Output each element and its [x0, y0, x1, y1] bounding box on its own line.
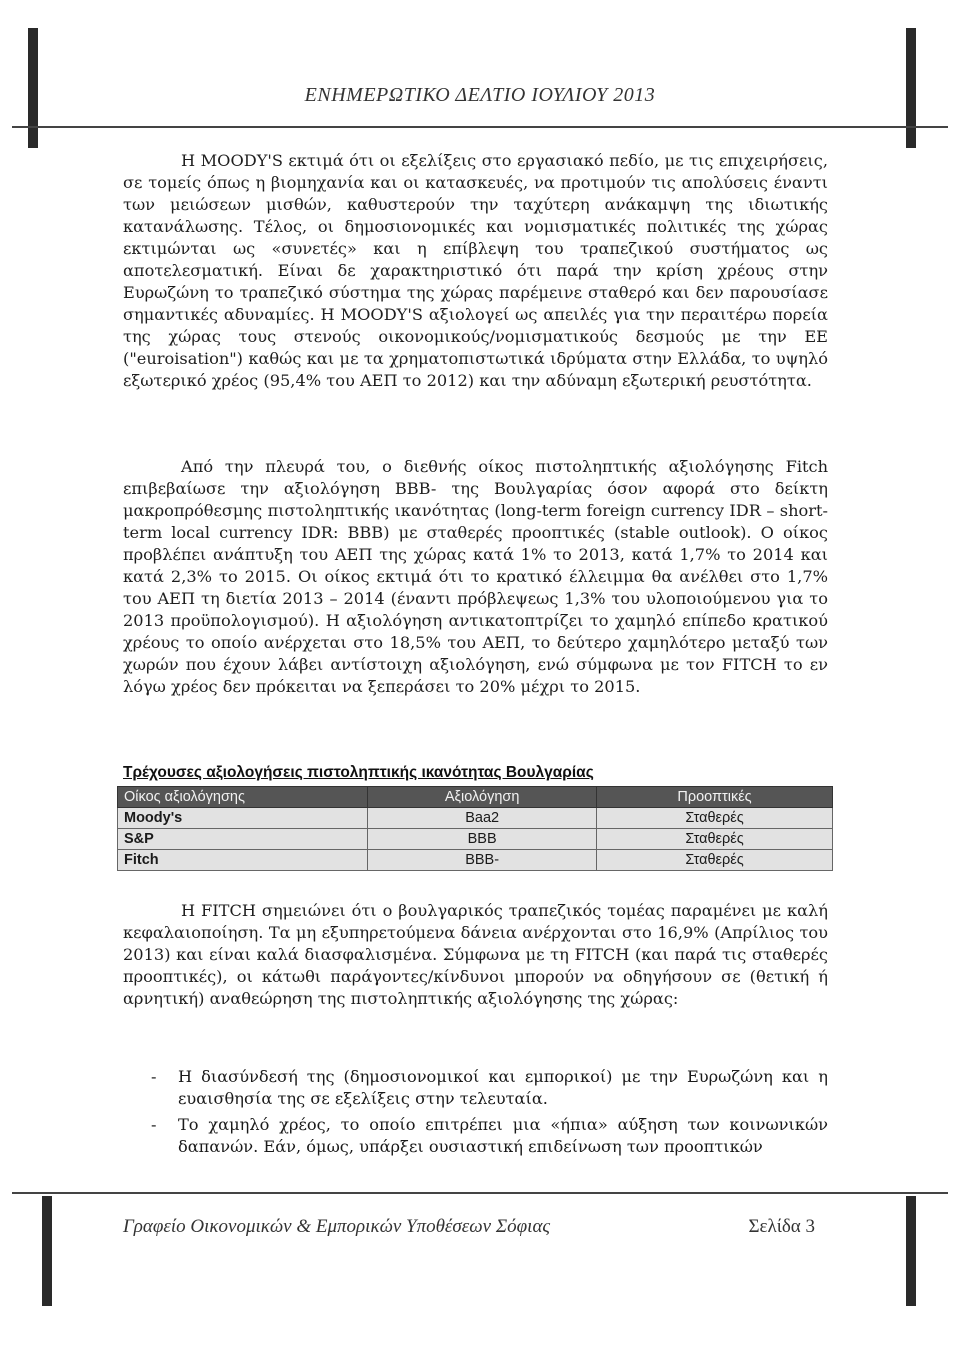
rating-cell: Baa2: [368, 808, 597, 829]
rating-cell: BBB: [368, 829, 597, 850]
table-row: [118, 808, 833, 829]
agency-cell: Fitch: [118, 850, 368, 871]
risk-factor-list: [123, 1066, 828, 1162]
outlook-cell: Σταθερές: [597, 829, 833, 850]
list-item-text: Η διασύνδεσή της (δημοσιονομικοί και εμπορικοί) με την Ευρωζώνη και η ευαισθησία της σε εξελίξεις στην τελευταία.: [178, 1067, 828, 1108]
page-number: Σελίδα 3: [748, 1216, 815, 1237]
paragraph-fitch-banking: Η FITCH σημειώνει ότι ο βουλγαρικός τραπεζικός τομέας παραμένει με καλή κεφαλαιοποίηση. Τα μη εξυπηρετούμενα δάνεια ανέρχονται στο 16,9% (Απρίλιος του 2013) και είναι καλά διασφαλισμένα. Σύμφωνα με τη FITCH (και παρά τις σταθερές προοπτικές), οι κάτωθι παράγοντες/κίνδυνοι μπορούν να οδηγήσουν σε (θετική ή αρνητική) αναθεώρηση της πιστοληπτικής αξιολόγησης της χώρας:: [123, 901, 828, 1008]
column-header-outlook: Προοπτικές: [597, 787, 833, 808]
ratings-table-title: Τρέχουσες αξιολογήσεις πιστοληπτικής ικανότητας Βουλγαρίας: [123, 764, 594, 781]
footer-office-name: Γραφείο Οικονομικών & Εμπορικών Υποθέσεων Σόφιας: [123, 1216, 551, 1237]
column-header-rating: Αξιολόγηση: [368, 787, 597, 808]
outlook-cell: Σταθερές: [597, 808, 833, 829]
table-row: [118, 829, 833, 850]
bullet-dash: -: [151, 1067, 157, 1086]
agency-cell: Moody's: [118, 808, 368, 829]
list-item: [123, 1114, 828, 1158]
table-header-row: [118, 787, 833, 808]
list-item: [123, 1066, 828, 1110]
page-header: ΕΝΗΜΕΡΩΤΙΚΟ ΔΕΛΤΙΟ ΙΟΥΛΙΟΥ 2013: [304, 84, 656, 106]
footer-rule: [12, 1192, 948, 1194]
ratings-table: [117, 786, 833, 871]
list-item-text: Το χαμηλό χρέος, το οποίο επιτρέπει μια «ήπια» αύξηση των κοινωνικών δαπανών. Εάν, όμως, υπάρξει ουσιαστική επιδείνωση των προοπτικών: [178, 1115, 828, 1156]
rating-cell: BBB-: [368, 850, 597, 871]
scan-edge-left-bottom: [42, 1196, 52, 1306]
paragraph-moodys: Η MOODY'S εκτιμά ότι οι εξελίξεις στο εργασιακό πεδίο, με τις επιχειρήσεις, σε τομείς όπως η βιομηχανία και οι κατασκευές, να προτιμούν τις απολύσεις έναντι των μειώσεων μισθών, καθυστερούν την ταχύτερη ανάκαμψη της ιδιωτικής κατανάλωσης. Τέλος, οι δημοσιονομικές και νομισματικές πολιτικές της χώρας εκτιμώνται ως «συνετές» και η επίβλεψη του τραπεζικού συστήματος ως αποτελεσματική. Είναι δε χαρακτηριστικό ότι παρά την κρίση χρέους στην Ευρωζώνη το τραπεζικό σύστημα της χώρας παρέμεινε σταθερό και δεν παρουσίασε σημαντικές αδυναμίες. Η MOODY'S αξιολογεί ως απειλές για την περαιτέρω πορεία της χώρας τους στενούς οικονομικούς/νομισματικούς δεσμούς με την ΕΕ ("euroisation") καθώς και με τα χρηματοπιστωτικά ιδρύματα στην Ελλάδα, το υψηλό εξωτερικό χρέος (95,4% του ΑΕΠ το 2012) και την αδύναμη εξωτερική ρευστότητα.: [123, 151, 828, 390]
column-header-agency: Οίκος αξιολόγησης: [118, 787, 368, 808]
outlook-cell: Σταθερές: [597, 850, 833, 871]
scan-edge-right-bottom: [906, 1196, 916, 1306]
header-rule: [12, 126, 948, 128]
agency-cell: S&P: [118, 829, 368, 850]
paragraph-fitch: Από την πλευρά του, ο διεθνής οίκος πιστοληπτικής αξιολόγησης Fitch επιβεβαίωσε την αξιολόγηση BBB- της Βουλγαρίας όσον αφορά στο δείκτη μακροπρόθεσμης πιστοληπτικής ικανότητας (long-term foreign currency IDR – short-term local currency IDR: BBB) με σταθερές προοπτικές (stable outlook). Ο οίκος προβλέπει ανάπτυξη του ΑΕΠ της χώρας κατά 1% το 2013, κατά 1,7% το 2014 και κατά 2,3% το 2015. Οι οίκος εκτιμά ότι το κρατικό έλλειμμα θα ανέλθει στο 1,7% του ΑΕΠ τη διετία 2013 – 2014 (έναντι πρόβλεψεως 1,3% του υλοποιούμενου για το 2013 προϋπολογισμού). Η αξιολόγηση αντικατοπτρίζει το χαμηλό επίπεδο κρατικού χρέους το οποίο ανέρχεται στο 18,5% του ΑΕΠ, το δεύτερο χαμηλότερο μεταξύ των χωρών που έχουν λάβει αντίστοιχη αξιολόγηση, ενώ σύμφωνα με τον FITCH το εν λόγω χρέος δεν πρόκειται να ξεπεράσει το 20% μέχρι το 2015.: [123, 457, 828, 696]
bullet-dash: -: [151, 1115, 157, 1134]
table-row: [118, 850, 833, 871]
